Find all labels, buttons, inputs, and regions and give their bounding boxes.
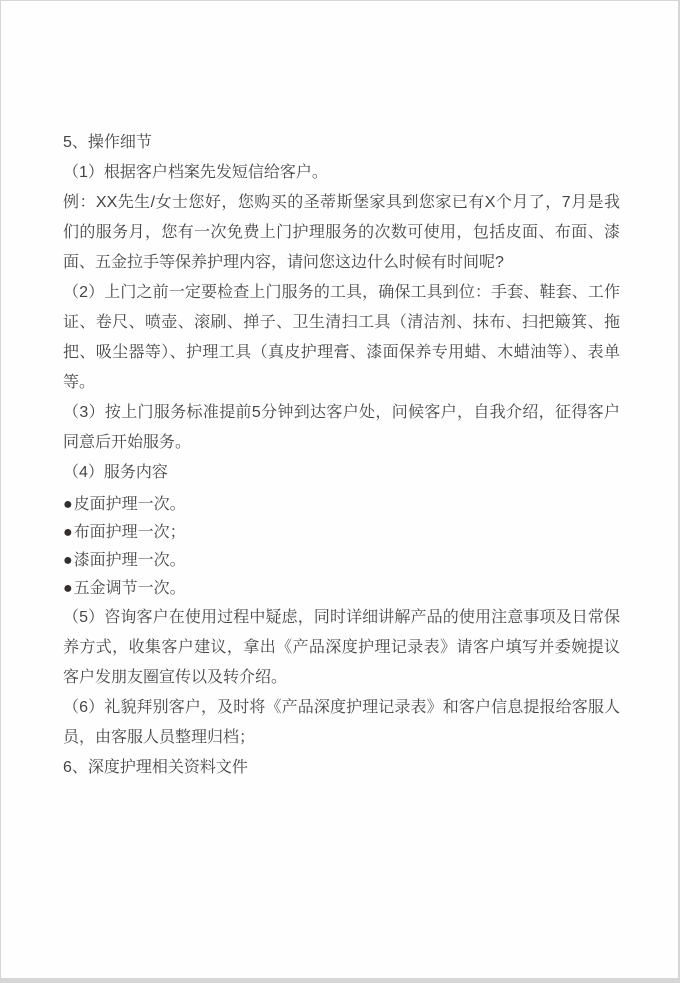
bullet-icon: ● bbox=[63, 552, 73, 569]
list-item-text: 布面护理一次； bbox=[73, 524, 186, 541]
list-item bbox=[63, 491, 620, 519]
list-item bbox=[63, 575, 620, 603]
step-3-paragraph: （3）按上门服务标准提前5分钟到达客户处，问候客户，自我介绍，征得客户同意后开始服务。 bbox=[63, 404, 620, 451]
section-5-heading: 5、操作细节 bbox=[63, 134, 152, 151]
step-1-paragraph: （1）根据客户档案先发短信给客户。 bbox=[63, 164, 328, 181]
step-6-paragraph: （6）礼貌拜别客户，及时将《产品深度护理记录表》和客户信息提报给客服人员，由客服人员整理归档； bbox=[63, 699, 620, 746]
list-item-text: 五金调节一次。 bbox=[73, 580, 186, 597]
list-item bbox=[63, 547, 620, 575]
step-1-example-paragraph: 例：XX先生/女士您好，您购买的圣蒂斯堡家具到您家已有X个月了，7月是我们的服务月，您有一次免费上门护理服务的次数可使用，包括皮面、布面、漆面、五金拉手等保养护理内容，请问您这边什么时候有时间呢? bbox=[63, 194, 620, 271]
service-content-list bbox=[63, 491, 620, 603]
bullet-icon: ● bbox=[63, 496, 73, 513]
bullet-icon: ● bbox=[63, 580, 73, 597]
list-item-text: 漆面护理一次。 bbox=[73, 552, 186, 569]
document-content bbox=[1, 1, 678, 783]
step-2-paragraph: （2）上门之前一定要检查上门服务的工具，确保工具到位：手套、鞋套、工作证、卷尺、喷壶、滚刷、掸子、卫生清扫工具（清洁剂、抹布、扫把簸箕、拖把、吸尘器等）、护理工具（真皮护理膏、漆面保养专用蜡、木蜡油等）、表单等。 bbox=[63, 284, 620, 391]
section-6-heading: 6、深度护理相关资料文件 bbox=[63, 759, 248, 776]
step-4-heading: （4）服务内容 bbox=[63, 464, 168, 481]
step-5-paragraph: （5）咨询客户在使用过程中疑虑，同时详细讲解产品的使用注意事项及日常保养方式，收集客户建议，拿出《产品深度护理记录表》请客户填写并委婉提议客户发朋友圈宣传以及转介绍。 bbox=[63, 609, 620, 686]
document-page bbox=[1, 1, 678, 978]
list-item bbox=[63, 519, 620, 547]
list-item-text: 皮面护理一次。 bbox=[73, 496, 186, 513]
bullet-icon: ● bbox=[63, 524, 73, 541]
